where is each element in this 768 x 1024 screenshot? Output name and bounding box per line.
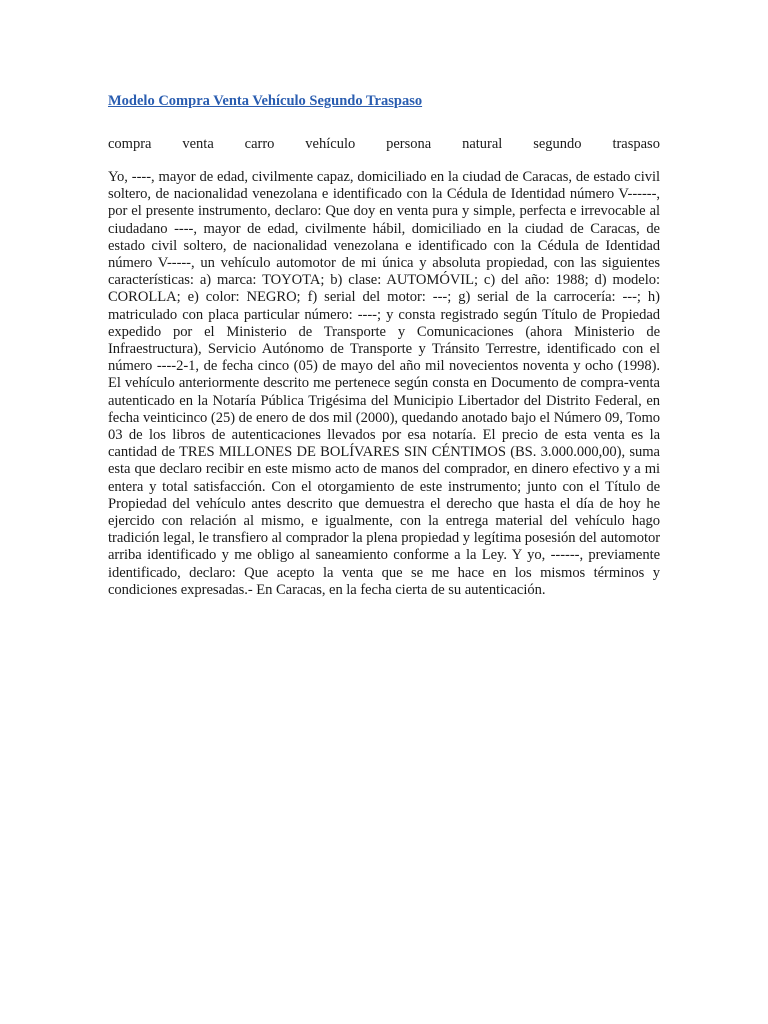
tag-line: [108, 136, 660, 153]
contract-body-paragraph: Yo, ----, mayor de edad, civilmente capaz, domiciliado en la ciudad de Caracas, de estado civil soltero, de nacionalidad venezolana e identificado con la Cédula de Identidad número V------, por el presente instrumento, declaro: Que doy en venta pura y simple, perfecta e irrevocable al ciudadano ----, mayor de edad, civilmente hábil, domiciliado en la ciudad de Caracas, de estado civil soltero, de nacionalidad venezolana e identificado con la Cédula de Identidad número V-----, un vehículo automotor de mi única y absoluta propiedad, con las siguientes características: a) marca: TOYOTA; b) clase: AUTOMÓVIL; c) del año: 1988; d) modelo: COROLLA; e) color: NEGRO; f) serial del motor: ---; g) serial de la carrocería: ---; h) matriculado con placa particular número: ----; y consta registrado según Título de Propiedad expedido por el Ministerio de Transporte y Comunicaciones (ahora Ministerio de Infraestructura), Servicio Autónomo de Transporte y Tránsito Terrestre, identificado con el número ----2-1, de fecha cinco (05) de mayo del año mil novecientos noventa y ocho (1998). El vehículo anteriormente descrito me pertenece según consta en Documento de compra-venta autenticado en la Notaría Pública Trigésima del Municipio Libertador del Distrito Federal, en fecha veinticinco (25) de enero de dos mil (2000), quedando anotado bajo el Número 09, Tomo 03 de los libros de autenticaciones llevados por esa notaría. El precio de esta venta es la cantidad de TRES MILLONES DE BOLÍVARES SIN CÉNTIMOS (BS. 3.000.000,00), suma esta que declaro recibir en este mismo acto de manos del comprador, en dinero efectivo y a mi entera y total satisfacción. Con el otorgamiento de este instrumento; junto con el Título de Propiedad del vehículo antes descrito que demuestra el derecho que hasta el día de hoy he ejercido con relación al mismo, e igualmente, con la entrega material del vehículo hago tradición legal, le transfiero al comprador la plena propiedad y legítima posesión del automotor arriba identificado y me obligo al saneamiento conforme a la Ley. Y yo, ------, previamente identificado, declaro: Que acepto la venta que se me hace en los mismos términos y condiciones expresadas.- En Caracas, en la fecha cierta de su autenticación.: [108, 169, 660, 598]
tag-word: natural: [462, 136, 503, 152]
tag-word: venta: [182, 136, 214, 152]
tag-word: compra: [108, 136, 152, 152]
document-page: [108, 92, 660, 614]
tag-word: segundo: [533, 136, 582, 152]
tag-word: vehículo: [305, 136, 356, 152]
tag-word: traspaso: [612, 136, 660, 152]
document-title-link[interactable]: Modelo Compra Venta Vehículo Segundo Traspaso: [108, 93, 423, 109]
tag-word: carro: [244, 136, 275, 152]
tag-word: persona: [386, 136, 432, 152]
